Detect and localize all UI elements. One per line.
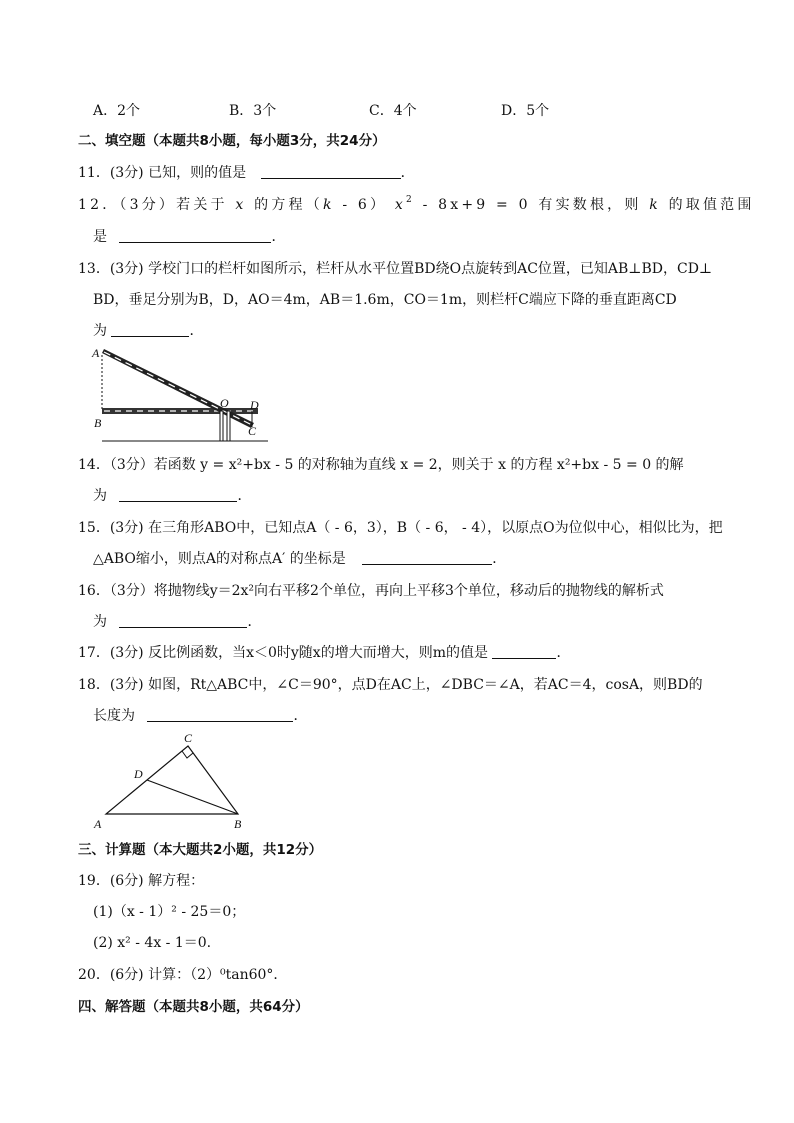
q13-text: 为 <box>93 323 107 339</box>
label-c: C <box>248 424 257 438</box>
answer-blank <box>362 550 492 565</box>
question-12-line-2: 是 ． <box>93 229 286 245</box>
label-a: A <box>94 817 102 831</box>
q12-text: 的方程（ <box>254 197 323 213</box>
q12-var-k: k <box>322 197 335 213</box>
question-19-sub-2: (2) x² - 4x - 1＝0. <box>93 935 212 951</box>
barrier-gate-figure <box>90 345 280 445</box>
label-c: C <box>184 731 193 745</box>
question-14-line-1: 14．（3分）若函数 y = x²+bx - 5 的对称轴为直线 x = 2，则关于 x 的方程 x²+bx - 5 = 0 的解 <box>78 457 684 473</box>
horizontal-bar-bd <box>102 408 258 414</box>
q17-text: 17．(3分) 反比例函数，当x＜0时y随x的增大而增大，则m的值是 <box>78 645 488 661</box>
q12-text: 是 <box>93 229 107 245</box>
section-heading-calculation: 三、计算题（本大题共2小题，共12分） <box>78 842 323 858</box>
q18-text: 长度为 <box>93 708 135 724</box>
option-c: C．4个 <box>369 103 417 119</box>
question-11-text: 11．(3分) 已知，则的值是 <box>78 165 247 181</box>
q16-text: 为 <box>93 614 107 630</box>
answer-blank <box>119 228 271 243</box>
label-o: O <box>220 396 229 410</box>
option-d: D．5个 <box>501 103 550 119</box>
q12-text: - 8x+9 = 0 有实数根，则 <box>422 197 642 213</box>
right-triangle-figure <box>90 730 260 830</box>
option-a: A．2个 <box>93 103 141 119</box>
answer-blank <box>119 613 247 628</box>
question-20: 20．(6分) 计算：（2）⁰tan60°． <box>78 967 288 983</box>
answer-blank <box>119 487 237 502</box>
label-d: D <box>134 767 143 781</box>
option-b: B．3个 <box>229 103 277 119</box>
q12-text: 12．（3分）若关于 <box>78 197 228 213</box>
question-11: 11．(3分) 已知，则的值是 ． <box>78 165 415 181</box>
label-b: B <box>94 416 102 430</box>
question-15-line-1: 15．(3分) 在三角形ABO中，已知点A（ - 6，3），B（ - 6， - 4），以原点O为位似中心，相似比为，把 <box>78 520 723 536</box>
triangle-abc <box>106 746 238 814</box>
question-13-line-3: 为 ． <box>93 323 204 339</box>
question-16-line-2: 为 ． <box>93 614 262 630</box>
answer-blank <box>261 164 401 179</box>
q12-var-x: x <box>235 197 247 213</box>
post <box>220 411 223 441</box>
q12-var-x: x <box>394 197 406 213</box>
rotated-bar-ac <box>102 349 254 428</box>
question-19-sub-1: (1)（x - 1）² - 25＝0； <box>93 904 246 920</box>
q12-exponent: 2 <box>405 195 415 205</box>
question-14-line-2: 为 ． <box>93 488 252 504</box>
question-16-line-1: 16．（3分）将抛物线y＝2x²向右平移2个单位，再向上平移3个单位，移动后的抛物线的解析式 <box>78 583 664 599</box>
answer-blank <box>492 644 556 659</box>
q12-var-k: k <box>649 197 661 213</box>
segment-bd <box>147 780 238 814</box>
question-18-line-2: 长度为 ． <box>93 708 308 724</box>
label-b: B <box>234 817 242 831</box>
q15-text: △ABO缩小，则点A的对称点A′ 的坐标是 <box>93 551 346 567</box>
post <box>227 411 230 441</box>
section-heading-fill-in: 二、填空题（本题共8小题，每小题3分，共24分） <box>78 133 386 149</box>
question-18-line-1: 18．(3分) 如图，Rt△ABC中，∠C＝90°，点D在AC上，∠DBC＝∠A，若AC＝4，cosA，则BD的 <box>78 677 703 693</box>
question-15-line-2: △ABO缩小，则点A的对称点A′ 的坐标是 ． <box>93 551 507 567</box>
q12-text: 的取值范围 <box>668 197 755 213</box>
q14-text: 为 <box>93 488 107 504</box>
label-a: A <box>92 346 100 360</box>
section-heading-answer: 四、解答题（本题共8小题，共64分） <box>78 999 309 1015</box>
q12-text: - 6） <box>342 197 388 213</box>
label-d: D <box>250 398 259 412</box>
question-19-title: 19．(6分) 解方程： <box>78 873 205 889</box>
question-13-line-1: 13．(3分) 学校门口的栏杆如图所示，栏杆从水平位置BD绕O点旋转到AC位置，已知AB⊥BD，CD⊥ <box>78 261 713 277</box>
right-angle-mark <box>182 751 193 758</box>
question-12-line-1 <box>78 195 755 215</box>
answer-blank <box>111 322 189 337</box>
question-17: 17．(3分) 反比例函数，当x＜0时y随x的增大而增大，则m的值是 ． <box>78 645 571 661</box>
question-13-line-2: BD，垂足分别为B，D，AO＝4m，AB＝1.6m，CO＝1m，则栏杆C端应下降的垂直距离CD <box>93 292 677 308</box>
answer-blank <box>147 707 293 722</box>
